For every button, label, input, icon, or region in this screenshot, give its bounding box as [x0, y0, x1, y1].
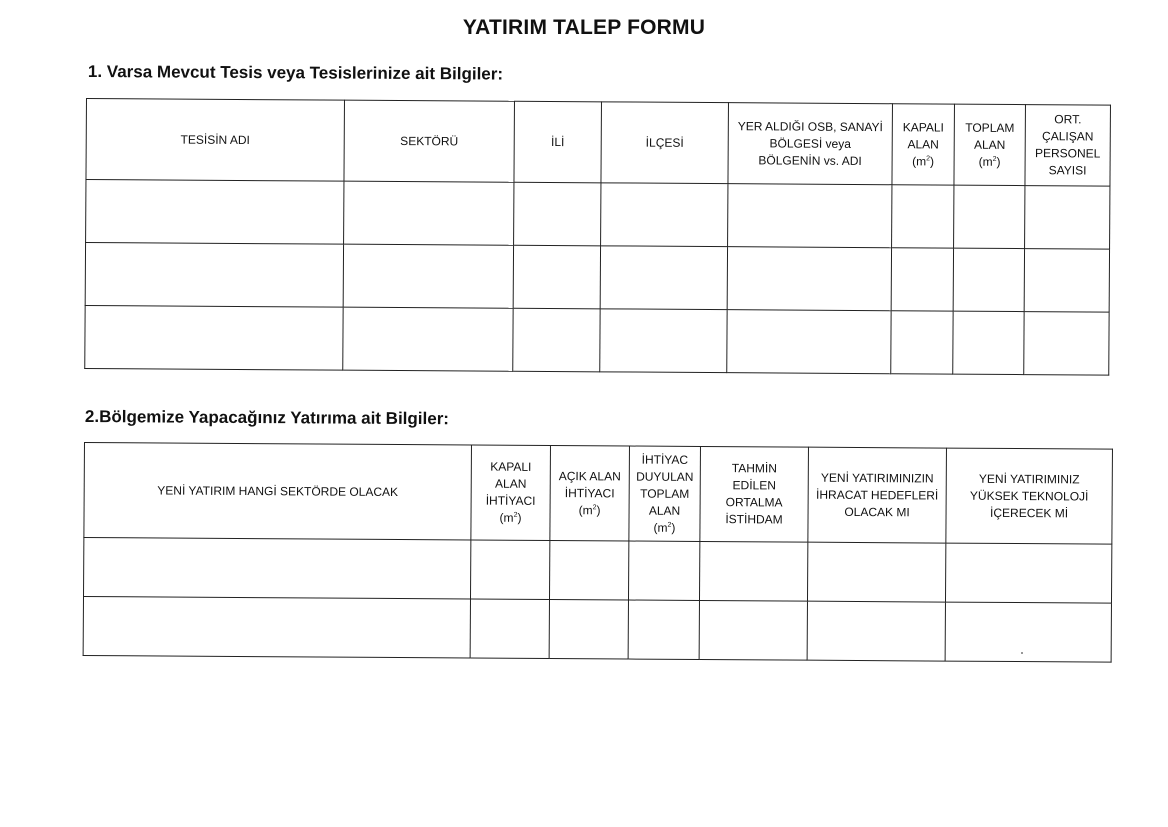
input-cell[interactable]: [628, 541, 699, 600]
section-1-heading: 1. Varsa Mevcut Tesis veya Tesislerinize ait Bilgiler:: [87, 62, 504, 84]
input-cell[interactable]: [1024, 249, 1109, 313]
input-cell[interactable]: [891, 248, 953, 311]
header-closed-area-need: KAPALI ALAN İHTİYACI $(m^2)$: [471, 445, 551, 541]
input-cell[interactable]: [954, 185, 1025, 248]
table-row: [83, 597, 1111, 663]
header-location: YER ALDIĞI OSB, SANAYİ BÖLGESİ veya BÖLGENİN vs. ADI: [728, 103, 893, 185]
header-new-sector: YENİ YATIRIM HANGİ SEKTÖRDE OLACAK: [84, 443, 472, 540]
input-cell[interactable]: [807, 542, 945, 602]
scan-speck: [1021, 652, 1023, 654]
input-cell[interactable]: [727, 247, 891, 311]
new-investment-table: [83, 442, 1113, 663]
table-row: [85, 305, 1109, 375]
header-high-tech: YENİ YATIRIMINIZ YÜKSEK TEKNOLOJİ İÇERECEK Mİ: [946, 448, 1113, 544]
input-cell[interactable]: [891, 311, 953, 374]
header-employment: TAHMİN EDİLEN ORTALMA İSTİHDAM: [700, 446, 809, 542]
input-cell[interactable]: [343, 244, 513, 308]
input-cell[interactable]: [600, 246, 727, 310]
header-total-area: TOPLAM ALAN $(m^2)$: [954, 104, 1026, 185]
header-closed-area: KAPALI ALAN $(m^2)$: [892, 104, 955, 185]
input-cell[interactable]: [85, 243, 343, 308]
input-cell[interactable]: [86, 180, 344, 245]
table-row: [86, 180, 1110, 250]
input-cell[interactable]: [513, 245, 600, 309]
input-cell[interactable]: [945, 602, 1111, 662]
table-header-row: [84, 443, 1113, 545]
input-cell[interactable]: [84, 538, 471, 599]
input-cell[interactable]: [628, 600, 699, 659]
unit-m2: $(m^2)$: [978, 154, 1001, 169]
input-cell[interactable]: [470, 540, 549, 600]
unit-m2: $(m^2)$: [499, 510, 522, 525]
input-cell[interactable]: [83, 597, 470, 658]
input-cell[interactable]: [514, 182, 601, 246]
input-cell[interactable]: [953, 311, 1024, 374]
input-cell[interactable]: [807, 601, 945, 661]
header-open-area-need: AÇIK ALAN İHTİYACI $(m^2)$: [550, 446, 630, 542]
input-cell[interactable]: [728, 184, 892, 248]
header-sector: SEKTÖRÜ: [344, 100, 515, 182]
unit-m2: $(m^2)$: [653, 520, 676, 535]
input-cell[interactable]: [344, 181, 514, 245]
input-cell[interactable]: [699, 541, 807, 601]
header-facility-name: TESİSİN ADI: [86, 99, 345, 182]
input-cell[interactable]: [470, 599, 549, 659]
unit-m2: $(m^2)$: [578, 502, 601, 517]
input-cell[interactable]: [1025, 186, 1110, 250]
form-title: YATIRIM TALEP FORMU: [462, 16, 706, 39]
table-row: [85, 243, 1109, 313]
input-cell[interactable]: [549, 541, 628, 601]
unit-m2: $(m^2)$: [912, 153, 935, 168]
section-2-heading: 2.Bölgemize Yapacağınız Yatırıma ait Bilgiler:: [84, 407, 450, 429]
input-cell[interactable]: [727, 310, 891, 374]
table-header-row: [86, 99, 1111, 187]
input-cell[interactable]: [892, 185, 954, 248]
input-cell[interactable]: [953, 248, 1024, 311]
input-cell[interactable]: [699, 600, 807, 660]
input-cell[interactable]: [1024, 312, 1109, 376]
header-district: İLÇESİ: [601, 102, 729, 184]
input-cell[interactable]: [600, 309, 727, 373]
existing-facilities-table: [84, 98, 1111, 376]
header-export-goals: YENİ YATIRIMINIZIN İHRACAT HEDEFLERİ OLACAK MI: [808, 447, 947, 543]
table-row: [84, 538, 1112, 604]
input-cell[interactable]: [945, 543, 1111, 603]
input-cell[interactable]: [513, 308, 600, 372]
input-cell[interactable]: [85, 305, 343, 370]
header-employees: ORT. ÇALIŞAN PERSONEL SAYISI: [1025, 105, 1111, 187]
input-cell[interactable]: [601, 183, 728, 247]
input-cell[interactable]: [549, 600, 628, 660]
header-total-area-need: İHTİYAC DUYULAN TOPLAM ALAN $(m^2)$: [629, 446, 701, 541]
input-cell[interactable]: [343, 307, 513, 371]
header-province: İLİ: [514, 101, 602, 183]
